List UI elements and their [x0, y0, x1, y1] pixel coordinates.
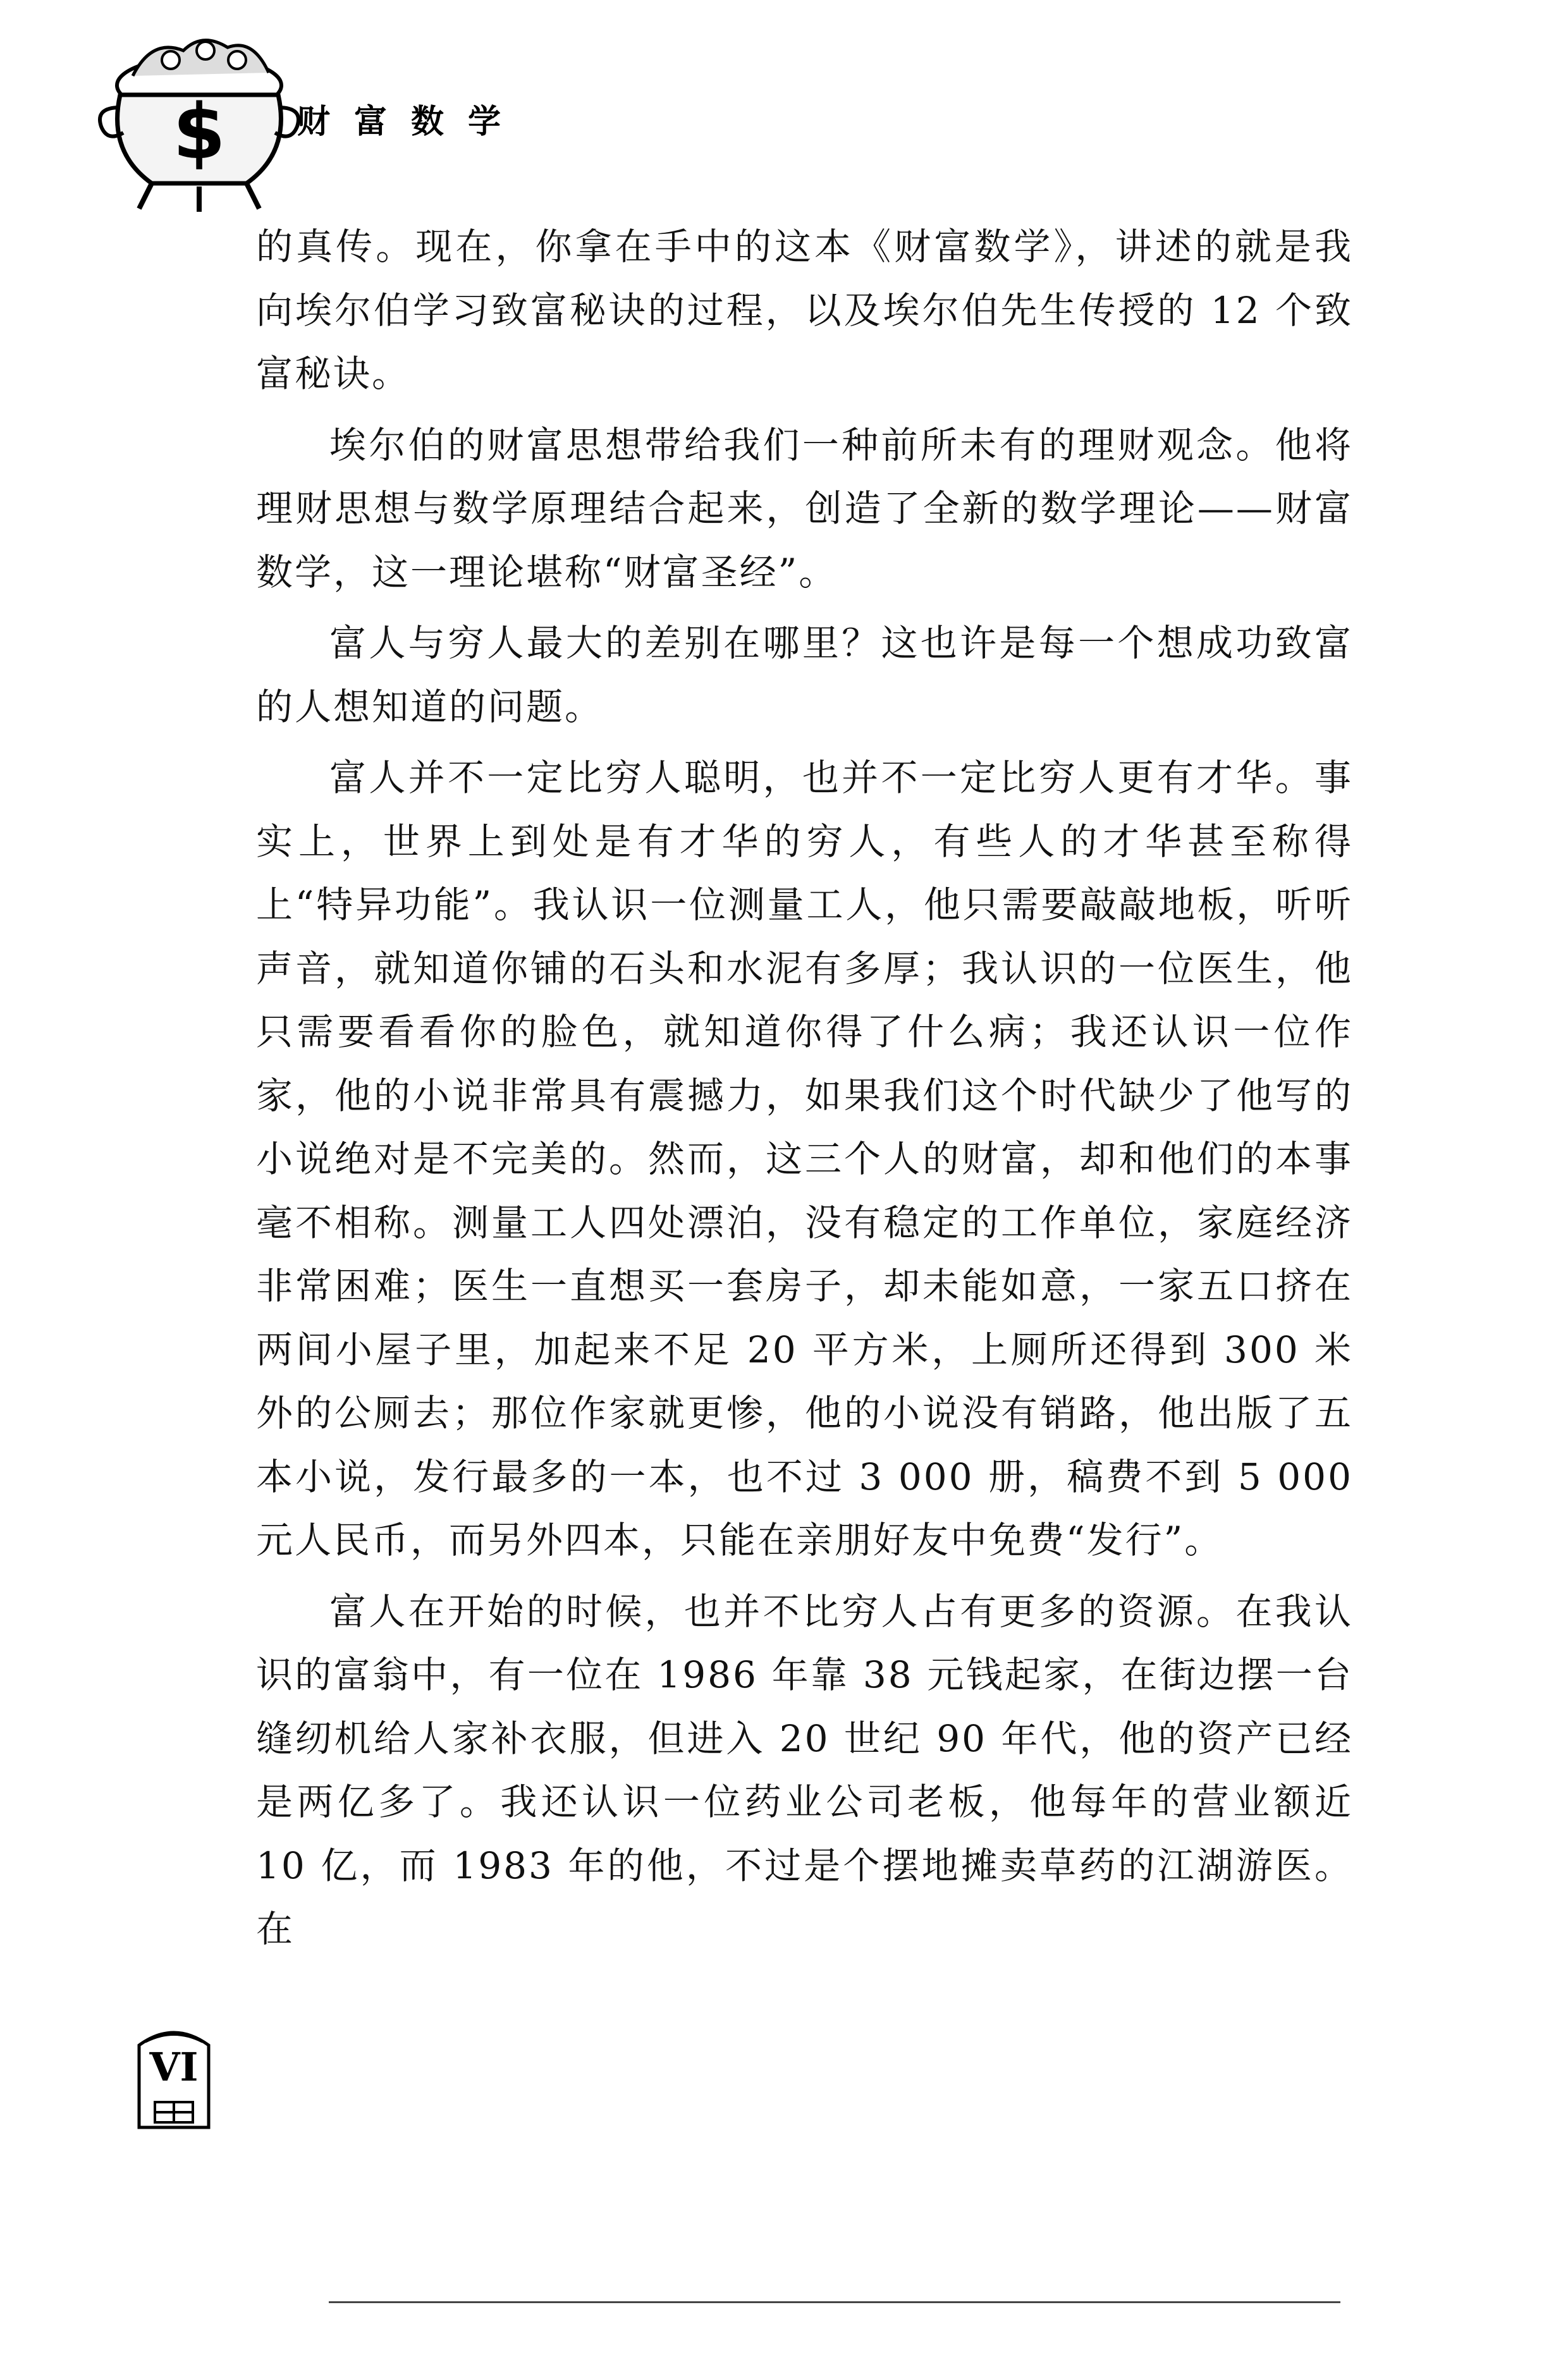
- footer-rule: [329, 2301, 1340, 2303]
- paragraph-2: 埃尔伯的财富思想带给我们一种前所未有的理财观念。他将理财思想与数学原理结合起来，创造了全新的数学理论——财富数学，这一理论堪称“财富圣经”。: [256, 423, 1353, 594]
- page-number-marker: [126, 2020, 221, 2140]
- page-number: VI: [149, 2044, 199, 2090]
- paragraph-3: 富人与穷人最大的差别在哪里？这也许是每一个想成功致富的人想知道的问题。: [256, 621, 1353, 728]
- body-text: [256, 215, 1353, 1969]
- running-header: [95, 25, 664, 215]
- paragraph-5: 富人在开始的时候，也并不比穷人占有更多的资源。在我认识的富翁中，有一位在 1986 年靠 38 元钱起家，在街边摆一台缝纫机给人家补衣服，但进入 20 世纪 90 年代，他的资产已经是两亿多了。我还认识一位药业公司老板，他每年的营业额近 10 亿，而 1983 年的他，不过是个摆地摊卖草药的江湖游医。在: [256, 1589, 1353, 1950]
- money-pot-icon: [95, 25, 303, 215]
- paragraph-1: 的真传。现在，你拿在手中的这本《财富数学》，讲述的就是我向埃尔伯学习致富秘诀的过程，以及埃尔伯先生传授的 12 个致富秘诀。: [256, 225, 1353, 395]
- svg-text:$: $: [173, 89, 226, 176]
- paragraph-4: 富人并不一定比穷人聪明，也并不一定比穷人更有才华。事实上，世界上到处是有才华的穷人，有些人的才华甚至称得上“特异功能”。我认识一位测量工人，他只需要敲敲地板，听听声音，就知道你铺的石头和水泥有多厚；我认识的一位医生，他只需要看看你的脸色，就知道你得了什么病；我还认识一位作家，他的小说非常具有震撼力，如果我们这个时代缺少了他写的小说绝对是不完美的。然而，这三个人的财富，却和他们的本事毫不相称。测量工人四处漂泊，没有稳定的工作单位，家庭经济非常困难；医生一直想买一套房子，却未能如意，一家五口挤在两间小屋子里，加起来不足 20 平方米，上厕所还得到 300 米外的公厕去；那位作家就更惨，他的小说没有销路，他出版了五本小说，发行最多的一本，也不过 3 000 册，稿费不到 5 000 元人民币，而另外四本，只能在亲朋好友中免费“发行”。: [256, 756, 1353, 1562]
- running-header-title: 财富数学: [297, 103, 525, 141]
